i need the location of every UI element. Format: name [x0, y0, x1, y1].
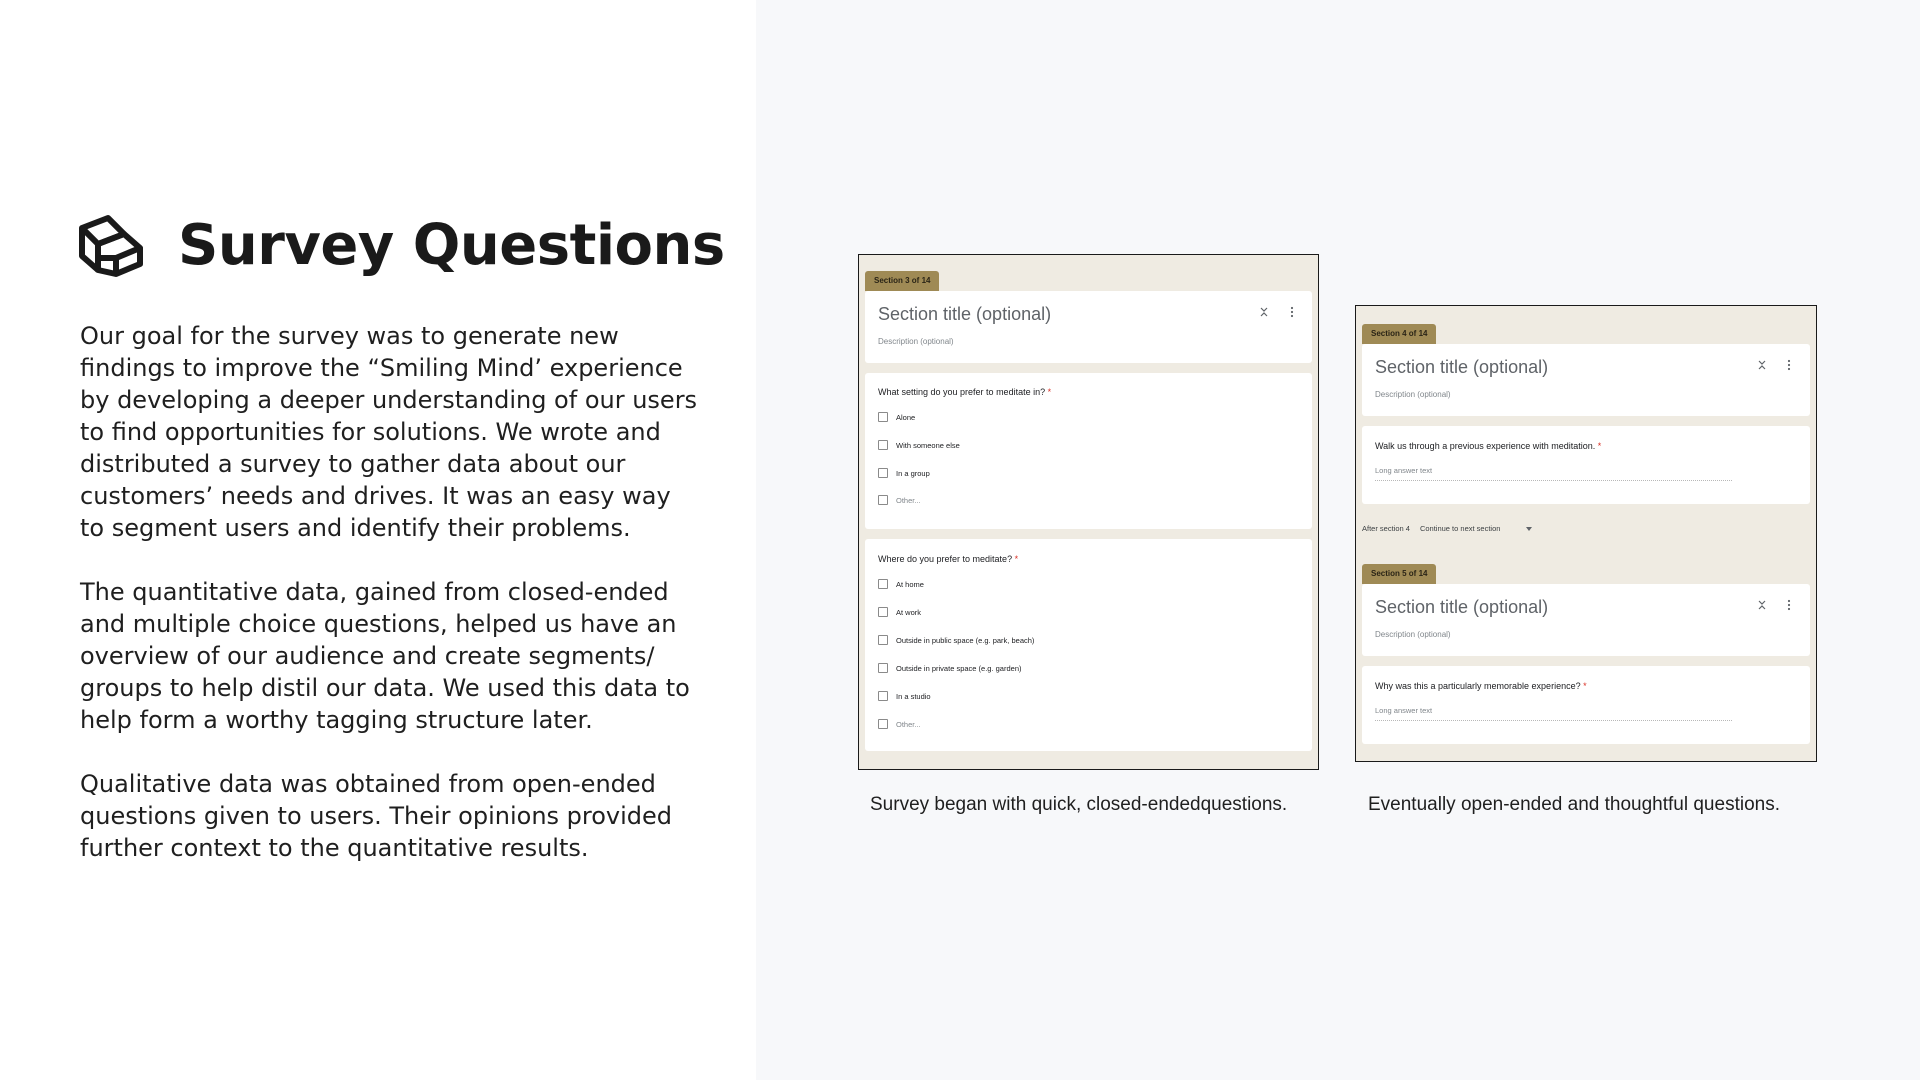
caption-closed: Survey began with quick, closed-endedquestions. — [870, 794, 1288, 815]
checkbox-option[interactable]: Alone — [878, 412, 915, 422]
section-card — [865, 291, 1312, 363]
after-section-dropdown[interactable]: Continue to next section — [1420, 524, 1532, 533]
checkbox-option[interactable]: At work — [878, 607, 921, 617]
cubes-icon — [78, 212, 146, 280]
section-title: Section title (optional) — [1375, 357, 1549, 377]
section-tab: Section 3 of 14 — [865, 271, 939, 291]
question-card — [1362, 426, 1810, 504]
checkbox-option[interactable]: With someone else — [878, 440, 960, 450]
body-text — [80, 320, 700, 896]
checkbox-option[interactable]: In a studio — [878, 691, 931, 701]
dropdown-caret-icon — [1526, 527, 1532, 531]
caption-open: Eventually open-ended and thoughtful questions. — [1368, 794, 1780, 815]
more-vert-icon — [1289, 306, 1295, 318]
paragraph-qualitative: Qualitative data was obtained from open-ended questions given to users. Their opinions provided further context to the quantitative results. — [80, 770, 673, 862]
checkbox-option-other[interactable]: Other... — [878, 719, 921, 729]
header — [78, 212, 725, 280]
after-section-label: After section 4 — [1362, 524, 1410, 533]
checkbox-option[interactable]: At home — [878, 579, 924, 589]
section-card — [1362, 344, 1810, 416]
section-title: Section title (optional) — [878, 304, 1052, 324]
section-description: Description (optional) — [1375, 390, 1451, 399]
question-card — [865, 373, 1312, 529]
more-vert-icon — [1786, 359, 1792, 371]
question-card — [1362, 666, 1810, 744]
section-card — [1362, 584, 1810, 656]
paragraph-goal: Our goal for the survey was to generate new findings to improve the “Smiling Mind’ experience by developing a deeper understanding of our users to find opportunities for solutions. We wrote and distributed a survey to gather data about our customers’ needs and drives. It was an easy way to segment users and identify their problems. — [80, 322, 698, 542]
collapse-icon — [1757, 599, 1767, 611]
question-text: Walk us through a previous experience with meditation. * — [1375, 441, 1602, 451]
long-answer-field[interactable]: Long answer text — [1375, 466, 1732, 481]
question-text: What setting do you prefer to meditate in? * — [878, 387, 1052, 397]
paragraph-quantitative: The quantitative data, gained from closed-ended and multiple choice questions, helped us have an overview of our audience and create segments/ groups to help distil our data. We used this data to help form a worthy tagging structure later. — [80, 578, 690, 734]
after-section-row — [1362, 524, 1532, 533]
survey-screenshot-open — [1355, 305, 1817, 762]
long-answer-field[interactable]: Long answer text — [1375, 706, 1732, 721]
checkbox-option-other[interactable]: Other... — [878, 495, 921, 505]
section-title: Section title (optional) — [1375, 597, 1549, 617]
checkbox-option[interactable]: Outside in public space (e.g. park, beach) — [878, 635, 1034, 645]
section-tab: Section 5 of 14 — [1362, 564, 1436, 584]
collapse-icon — [1259, 306, 1269, 318]
question-text: Why was this a particularly memorable experience? * — [1375, 681, 1587, 691]
section-tab: Section 4 of 14 — [1362, 324, 1436, 344]
checkbox-option[interactable]: Outside in private space (e.g. garden) — [878, 663, 1022, 673]
section-description: Description (optional) — [878, 337, 954, 346]
survey-screenshot-closed — [858, 254, 1319, 770]
checkbox-option[interactable]: In a group — [878, 468, 930, 478]
collapse-icon — [1757, 359, 1767, 371]
section-description: Description (optional) — [1375, 630, 1451, 639]
more-vert-icon — [1786, 599, 1792, 611]
question-text: Where do you prefer to meditate? * — [878, 554, 1019, 564]
page-title: Survey Questions — [178, 213, 725, 278]
question-card — [865, 539, 1312, 751]
